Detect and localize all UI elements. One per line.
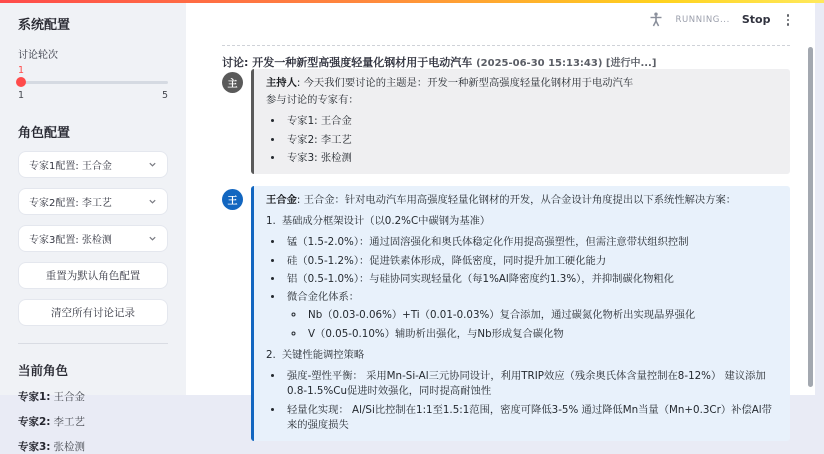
- current-role-2: [18, 414, 168, 429]
- expert-bubble: [251, 186, 790, 441]
- alloy-bullet-list: [270, 235, 778, 341]
- list-item: • 铝（0.5-1.0%）：与硅协同实现轻量化（每1%Al降密度约1.3%），并抑制碳化物粗化: [284, 272, 778, 287]
- chevron-down-icon: [148, 160, 157, 169]
- chevron-down-icon: [148, 197, 157, 206]
- list-item: [284, 290, 778, 342]
- numbered-item-2: [266, 348, 778, 363]
- dashed-divider: [222, 45, 790, 46]
- moderator-avatar: 主: [222, 72, 243, 93]
- status-controls: [649, 12, 793, 28]
- stop-button[interactable]: Stop: [741, 13, 771, 27]
- list-item: • 专家3: 张检测: [284, 151, 778, 166]
- current-role-2-name: 李工艺: [53, 415, 86, 428]
- running-man-icon: [649, 12, 663, 27]
- current-role-3-name: 张检测: [53, 440, 86, 453]
- sidebar-divider: [18, 343, 168, 344]
- sidebar-title-role-config: 角色配置: [18, 125, 71, 141]
- clear-history-button[interactable]: 清空所有讨论记录: [18, 299, 168, 326]
- list-item: ◦ Nb（0.03-0.06%）+Ti（0.01-0.03%）复合添加，通过碳氮化物析出实现晶界强化: [305, 308, 778, 323]
- rounds-slider-thumb[interactable]: [16, 77, 26, 87]
- rounds-slider-min: 1: [18, 89, 25, 101]
- sidebar-title-system-config: 系统配置: [18, 18, 71, 33]
- discussion-title-meta: (2025-06-30 15:13:43) [进行中...]: [476, 58, 657, 69]
- current-role-1-name: 王合金: [53, 390, 86, 403]
- expert2-select[interactable]: [18, 188, 168, 215]
- running-status-label: RUNNING...: [675, 14, 730, 25]
- moderator-intro-line: [266, 76, 778, 91]
- streamlit-decoration-bar: [0, 0, 824, 3]
- expert1-select[interactable]: [18, 151, 168, 178]
- numbered-item-1: [266, 214, 778, 229]
- list-item: • 专家1: 王合金: [284, 114, 778, 129]
- current-role-1: [18, 389, 168, 404]
- numbered-item-2-number: 2.: [266, 348, 276, 361]
- moderator-expert-list: [270, 114, 778, 166]
- list-item: • 轻量化实现： Al/Si比控制在1:1至1.5:1范围，密度可降低3-5% 通过降低Mn当量（Mn+0.3Cr）补偿Al带来的强度损失: [284, 403, 778, 433]
- current-role-2-prefix: 专家2:: [18, 415, 51, 428]
- reset-roles-button[interactable]: 重置为默认角色配置: [18, 262, 168, 289]
- moderator-text2: 参与讨论的专家有：: [266, 94, 359, 107]
- list-item: • 硅（0.5-1.2%）：促进铁素体形成，降低密度，同时提升加工硬化能力: [284, 254, 778, 269]
- expert-speaker: 王合金: [266, 194, 297, 206]
- numbered-item-2-text: 关键性能调控策略: [281, 348, 365, 361]
- current-role-1-prefix: 专家1:: [18, 390, 51, 403]
- numbered-item-1-number: 1.: [266, 215, 276, 228]
- discussion-title-text: 讨论: 开发一种新型高强度轻量化钢材用于电动汽车: [222, 56, 473, 69]
- expert3-select[interactable]: [18, 225, 168, 252]
- micro-alloy-sublist: [291, 308, 778, 341]
- expert-message: [222, 186, 790, 441]
- moderator-text1: : 今天我们要讨论的主题是：开发一种新型高强度轻量化钢材用于电动汽车: [296, 77, 634, 89]
- list-item: • 强度-塑性平衡： 采用Mn-Si-Al三元协同设计，利用TRIP效应（残余奥氏体含量控制在8-12%） 建议添加0.8-1.5%Cu促进时效强化，同时提高耐蚀性: [284, 369, 778, 399]
- rounds-slider-label: 讨论轮次: [18, 50, 58, 61]
- chevron-down-icon: [148, 234, 157, 243]
- rounds-slider-max: 5: [161, 89, 168, 101]
- main-content: [186, 3, 815, 431]
- list-item: • 锰（1.5-2.0%）：通过固溶强化和奥氏体稳定化作用提高强塑性，但需注意带状组织控制: [284, 235, 778, 250]
- discussion-title: [222, 54, 790, 70]
- overflow-menu-icon[interactable]: [783, 12, 794, 28]
- sidebar-title-current-roles: 当前角色: [18, 362, 69, 378]
- sidebar: [0, 3, 186, 453]
- vertical-scrollbar[interactable]: [808, 47, 813, 387]
- moderator-message: [222, 69, 790, 174]
- app-frame: [0, 3, 815, 453]
- strategy-bullet-list: [270, 369, 778, 433]
- expert2-select-value: 专家2配置: 李工艺: [29, 197, 112, 209]
- expert-avatar: 王: [222, 189, 243, 210]
- current-role-3: [18, 439, 168, 454]
- expert-intro-line: [266, 193, 778, 208]
- expert3-select-value: 专家3配置: 张检测: [29, 234, 112, 246]
- expert-intro: : 王合金：针对电动汽车用高强度轻量化钢材的开发，从合金设计角度提出以下系统性解决方案：: [296, 194, 737, 206]
- list-item: ◦ V（0.05-0.10%）辅助析出强化，与Nb形成复合碳化物: [305, 327, 778, 342]
- numbered-item-1-text: 基础成分框架设计（以0.2%C中碳钢为基准）: [281, 215, 491, 228]
- rounds-slider[interactable]: [18, 81, 168, 84]
- rounds-slider-range: [18, 90, 168, 101]
- current-role-3-prefix: 专家3:: [18, 440, 51, 453]
- expert1-select-value: 专家1配置: 王合金: [29, 160, 112, 172]
- micro-alloy-title: 微合金化体系：: [287, 291, 360, 304]
- rounds-slider-value: 1: [18, 65, 25, 76]
- list-item: • 专家2: 李工艺: [284, 133, 778, 148]
- moderator-speaker: 主持人: [266, 77, 297, 89]
- moderator-bubble: [251, 69, 790, 174]
